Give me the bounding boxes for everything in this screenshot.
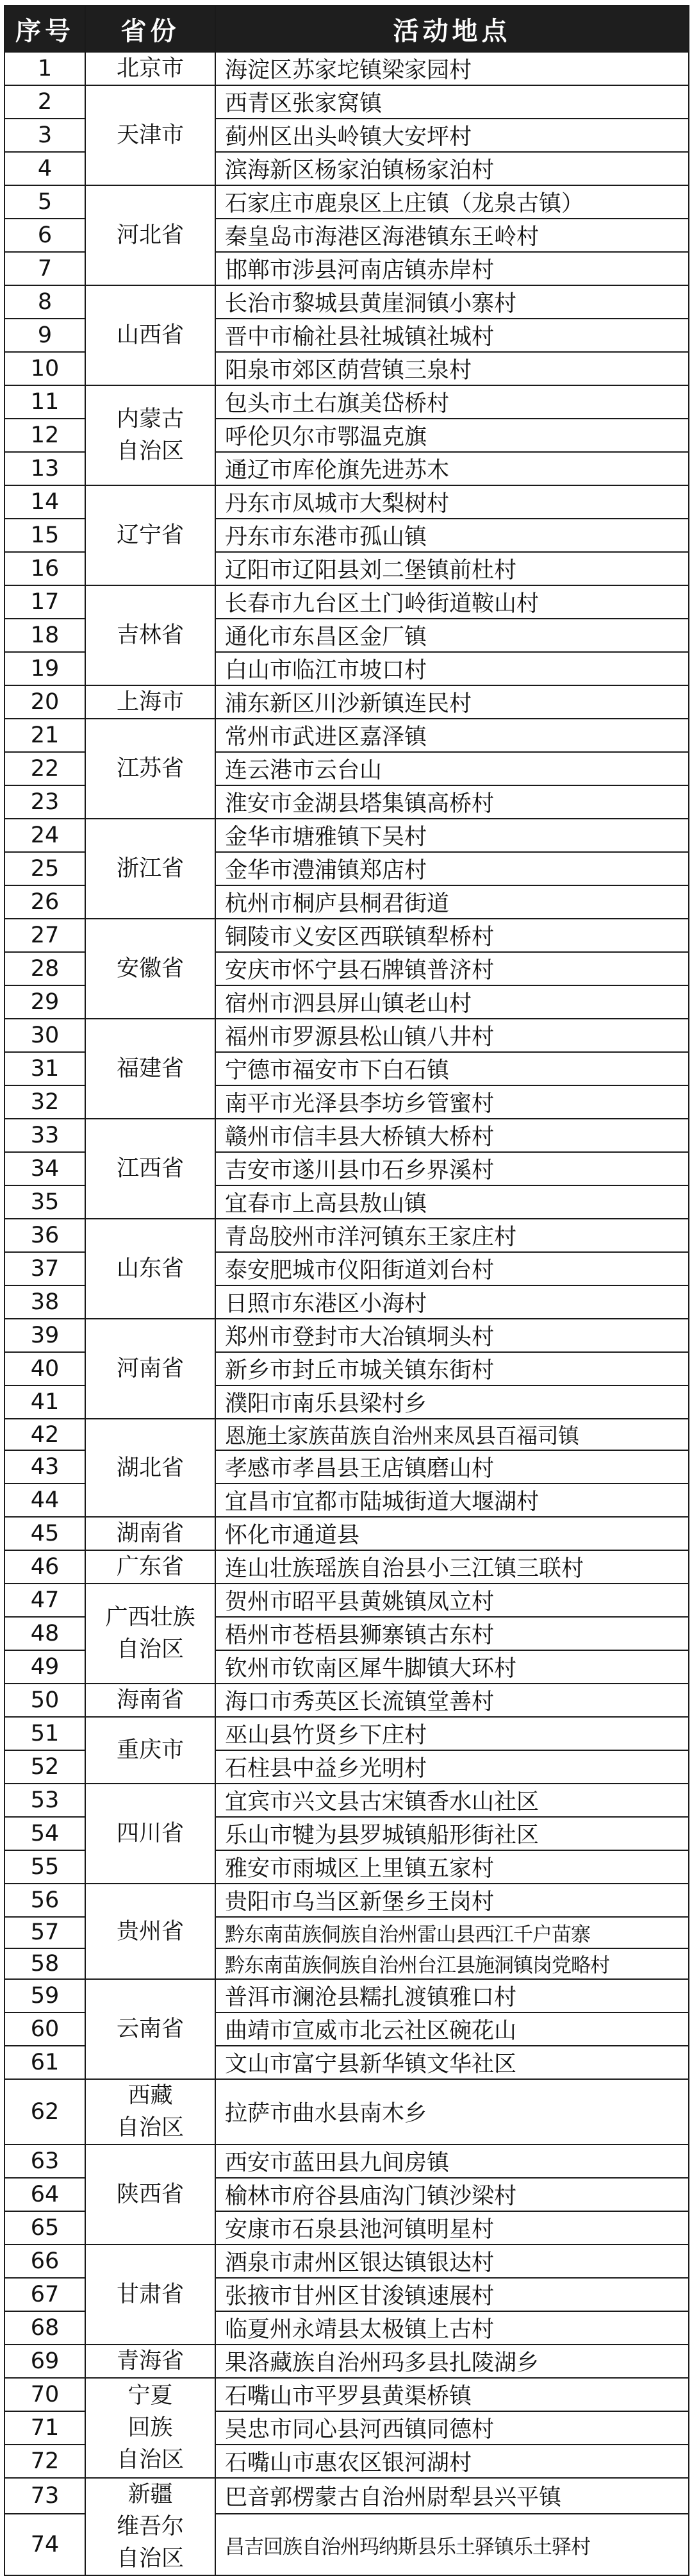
- row-number: 18: [4, 619, 85, 652]
- table-body: [4, 52, 689, 2575]
- row-number: 58: [4, 1948, 85, 1980]
- place-cell: 青岛胶州市洋河镇东王家庄村: [215, 1219, 689, 1252]
- place-cell: 张掖市甘州区甘浚镇速展村: [215, 2278, 689, 2311]
- row-number: 69: [4, 2345, 85, 2378]
- row-number: 74: [4, 2514, 85, 2575]
- row-number: 13: [4, 452, 85, 485]
- place-cell: 辽阳市辽阳县刘二堡镇前杜村: [215, 552, 689, 585]
- table-row: [4, 919, 689, 952]
- province-cell: 甘肃省: [85, 2245, 215, 2345]
- row-number: 70: [4, 2378, 85, 2411]
- place-cell: 曲靖市宣威市北云社区碗花山: [215, 2012, 689, 2046]
- province-cell: 山东省: [85, 1219, 215, 1319]
- row-number: 22: [4, 752, 85, 785]
- row-number: 55: [4, 1850, 85, 1884]
- row-number: 15: [4, 519, 85, 552]
- row-number: 48: [4, 1617, 85, 1650]
- row-number: 39: [4, 1319, 85, 1352]
- place-cell: 黔东南苗族侗族自治州雷山县西江千户苗寨: [215, 1917, 689, 1948]
- province-line: 自治区: [116, 1637, 184, 1662]
- place-cell: 梧州市苍梧县狮寨镇古东村: [215, 1617, 689, 1650]
- row-number: 29: [4, 985, 85, 1019]
- table-row: [4, 1219, 689, 1252]
- province-cell: 陕西省: [85, 2145, 215, 2245]
- table-row: [4, 285, 689, 319]
- province-line: 维吾尔: [116, 2514, 184, 2540]
- place-cell: 白山市临江市坡口村: [215, 652, 689, 685]
- place-cell: 淮安市金湖县塔集镇高桥村: [215, 785, 689, 819]
- row-number: 27: [4, 919, 85, 952]
- row-number: 7: [4, 252, 85, 285]
- row-number: 26: [4, 885, 85, 919]
- table-row: [4, 52, 689, 85]
- row-number: 45: [4, 1517, 85, 1550]
- place-cell: 长治市黎城县黄崖洞镇小寨村: [215, 285, 689, 319]
- table-row: [4, 1717, 689, 1750]
- province-cell: [85, 1584, 215, 1684]
- province-cell: [85, 385, 215, 485]
- row-number: 61: [4, 2046, 85, 2079]
- province-line: 自治区: [116, 2447, 184, 2473]
- place-cell: 丹东市凤城市大梨树村: [215, 485, 689, 519]
- table-row: [4, 485, 689, 519]
- province-cell: 海南省: [85, 1684, 215, 1717]
- table-row: [4, 1979, 689, 2012]
- place-cell: 黔东南苗族侗族自治州台江县施洞镇岗党略村: [215, 1948, 689, 1980]
- province-cell: 吉林省: [85, 585, 215, 685]
- place-cell: 酒泉市肃州区银达镇银达村: [215, 2245, 689, 2278]
- province-line: 内蒙古: [116, 406, 184, 432]
- province-cell: 河北省: [85, 185, 215, 285]
- place-cell: 铜陵市义安区西联镇犁桥村: [215, 919, 689, 952]
- place-cell: 长春市九台区土门岭街道鞍山村: [215, 585, 689, 619]
- place-cell: 普洱市澜沧县糯扎渡镇雅口村: [215, 1979, 689, 2012]
- table-row: [4, 2245, 689, 2278]
- province-cell: 贵州省: [85, 1884, 215, 1979]
- row-number: 38: [4, 1285, 85, 1319]
- province-cell: 江西省: [85, 1119, 215, 1219]
- place-cell: 石嘴山市惠农区银河湖村: [215, 2445, 689, 2478]
- place-cell: 南平市光泽县李坊乡管蜜村: [215, 1085, 689, 1119]
- place-cell: 包头市土右旗美岱桥村: [215, 385, 689, 419]
- row-number: 59: [4, 1979, 85, 2012]
- row-number: 60: [4, 2012, 85, 2046]
- place-cell: 西青区张家窝镇: [215, 85, 689, 119]
- table-header-row: [4, 6, 689, 52]
- place-cell: 浦东新区川沙新镇连民村: [215, 685, 689, 719]
- header-place: 活动地点: [215, 6, 689, 52]
- row-number: 2: [4, 85, 85, 119]
- place-cell: 昌吉回族自治州玛纳斯县乐土驿镇乐土驿村: [215, 2514, 689, 2575]
- row-number: 43: [4, 1450, 85, 1484]
- province-cell: 福建省: [85, 1019, 215, 1119]
- row-number: 9: [4, 319, 85, 352]
- header-province: 省份: [85, 6, 215, 52]
- place-cell: 榆林市府谷县庙沟门镇沙梁村: [215, 2178, 689, 2211]
- row-number: 47: [4, 1584, 85, 1617]
- table-row: [4, 1019, 689, 1052]
- province-cell: 安徽省: [85, 919, 215, 1019]
- place-cell: 金华市塘雅镇下吴村: [215, 819, 689, 852]
- row-number: 73: [4, 2478, 85, 2514]
- place-cell: 石嘴山市平罗县黄渠桥镇: [215, 2378, 689, 2411]
- table-row: [4, 1550, 689, 1584]
- row-number: 23: [4, 785, 85, 819]
- table-row: [4, 685, 689, 719]
- row-number: 11: [4, 385, 85, 419]
- row-number: 3: [4, 119, 85, 152]
- row-number: 72: [4, 2445, 85, 2478]
- place-cell: 蓟州区出头岭镇大安坪村: [215, 119, 689, 152]
- place-cell: 日照市东港区小海村: [215, 1285, 689, 1319]
- place-cell: 吴忠市同心县河西镇同德村: [215, 2411, 689, 2445]
- place-cell: 滨海新区杨家泊镇杨家泊村: [215, 152, 689, 185]
- row-number: 56: [4, 1884, 85, 1917]
- province-line: 宁夏: [128, 2383, 173, 2409]
- row-number: 42: [4, 1419, 85, 1450]
- row-number: 64: [4, 2178, 85, 2211]
- province-cell: 上海市: [85, 685, 215, 719]
- table-row: [4, 2079, 689, 2145]
- table-row: [4, 1884, 689, 1917]
- place-cell: 安康市石泉县池河镇明星村: [215, 2211, 689, 2245]
- place-cell: 钦州市钦南区犀牛脚镇大环村: [215, 1650, 689, 1684]
- place-cell: 果洛藏族自治州玛多县扎陵湖乡: [215, 2345, 689, 2378]
- place-cell: 海淀区苏家坨镇梁家园村: [215, 52, 689, 85]
- place-cell: 巴音郭楞蒙古自治州尉犁县兴平镇: [215, 2478, 689, 2514]
- province-cell: 天津市: [85, 85, 215, 185]
- row-number: 14: [4, 485, 85, 519]
- province-cell: 四川省: [85, 1784, 215, 1884]
- province-cell: 北京市: [85, 52, 215, 85]
- place-cell: 呼伦贝尔市鄂温克旗: [215, 419, 689, 452]
- row-number: 32: [4, 1085, 85, 1119]
- province-cell: 广东省: [85, 1550, 215, 1584]
- activity-locations-table: [4, 5, 689, 2576]
- table-row: [4, 85, 689, 119]
- table-row: [4, 719, 689, 752]
- place-cell: 连云港市云台山: [215, 752, 689, 785]
- province-line: 广西壮族: [105, 1605, 195, 1630]
- province-cell: 河南省: [85, 1319, 215, 1419]
- row-number: 1: [4, 52, 85, 85]
- place-cell: 连山壮族瑶族自治县小三江镇三联村: [215, 1550, 689, 1584]
- table-row: [4, 1419, 689, 1450]
- row-number: 12: [4, 419, 85, 452]
- province-cell: 青海省: [85, 2345, 215, 2378]
- place-cell: 晋中市榆社县社城镇社城村: [215, 319, 689, 352]
- province-cell: 湖北省: [85, 1419, 215, 1517]
- row-number: 16: [4, 552, 85, 585]
- place-cell: 秦皇岛市海港区海港镇东王岭村: [215, 219, 689, 252]
- place-cell: 雅安市雨城区上里镇五家村: [215, 1850, 689, 1884]
- place-cell: 贵阳市乌当区新堡乡王岗村: [215, 1884, 689, 1917]
- province-cell: 浙江省: [85, 819, 215, 919]
- table-row: [4, 2478, 689, 2514]
- row-number: 21: [4, 719, 85, 752]
- place-cell: 石家庄市鹿泉区上庄镇（龙泉古镇）: [215, 185, 689, 219]
- table-row: [4, 1784, 689, 1817]
- place-cell: 通辽市库伦旗先进苏木: [215, 452, 689, 485]
- row-number: 50: [4, 1684, 85, 1717]
- place-cell: 赣州市信丰县大桥镇大桥村: [215, 1119, 689, 1152]
- row-number: 37: [4, 1252, 85, 1285]
- province-cell: 辽宁省: [85, 485, 215, 585]
- place-cell: 恩施土家族苗族自治州来凤县百福司镇: [215, 1419, 689, 1450]
- province-cell: [85, 2079, 215, 2145]
- place-cell: 贺州市昭平县黄姚镇凤立村: [215, 1584, 689, 1617]
- row-number: 31: [4, 1052, 85, 1085]
- row-number: 67: [4, 2278, 85, 2311]
- row-number: 68: [4, 2311, 85, 2345]
- place-cell: 泰安肥城市仪阳街道刘台村: [215, 1252, 689, 1285]
- row-number: 5: [4, 185, 85, 219]
- place-cell: 海口市秀英区长流镇堂善村: [215, 1684, 689, 1717]
- row-number: 57: [4, 1917, 85, 1948]
- place-cell: 乐山市犍为县罗城镇船形街社区: [215, 1817, 689, 1850]
- row-number: 28: [4, 952, 85, 985]
- row-number: 66: [4, 2245, 85, 2278]
- place-cell: 阳泉市郊区荫营镇三泉村: [215, 352, 689, 385]
- place-cell: 宁德市福安市下白石镇: [215, 1052, 689, 1085]
- province-cell: [85, 2478, 215, 2575]
- province-line: 自治区: [116, 2546, 184, 2572]
- table-row: [4, 185, 689, 219]
- row-number: 30: [4, 1019, 85, 1052]
- place-cell: 邯郸市涉县河南店镇赤岸村: [215, 252, 689, 285]
- place-cell: 孝感市孝昌县王店镇磨山村: [215, 1450, 689, 1484]
- table-row: [4, 2345, 689, 2378]
- place-cell: 石柱县中益乡光明村: [215, 1750, 689, 1784]
- place-cell: 巫山县竹贤乡下庄村: [215, 1717, 689, 1750]
- place-cell: 宜昌市宜都市陆城街道大堰湖村: [215, 1484, 689, 1517]
- row-number: 34: [4, 1152, 85, 1185]
- row-number: 46: [4, 1550, 85, 1584]
- place-cell: 临夏州永靖县太极镇上古村: [215, 2311, 689, 2345]
- table-row: [4, 1119, 689, 1152]
- province-line: 新疆: [128, 2482, 173, 2508]
- province-cell: 湖南省: [85, 1517, 215, 1550]
- table-row: [4, 1684, 689, 1717]
- place-cell: 拉萨市曲水县南木乡: [215, 2079, 689, 2145]
- row-number: 44: [4, 1484, 85, 1517]
- row-number: 4: [4, 152, 85, 185]
- province-cell: [85, 2378, 215, 2478]
- row-number: 71: [4, 2411, 85, 2445]
- row-number: 20: [4, 685, 85, 719]
- table-row: [4, 585, 689, 619]
- row-number: 8: [4, 285, 85, 319]
- table-row: [4, 1319, 689, 1352]
- table-row: [4, 1584, 689, 1617]
- header-num: 序号: [4, 6, 85, 52]
- province-line: 回族: [128, 2415, 173, 2441]
- province-cell: 重庆市: [85, 1717, 215, 1784]
- place-cell: 宜春市上高县敖山镇: [215, 1185, 689, 1219]
- table-row: [4, 385, 689, 419]
- row-number: 62: [4, 2079, 85, 2145]
- place-cell: 通化市东昌区金厂镇: [215, 619, 689, 652]
- province-cell: 江苏省: [85, 719, 215, 819]
- row-number: 19: [4, 652, 85, 685]
- place-cell: 常州市武进区嘉泽镇: [215, 719, 689, 752]
- table-row: [4, 819, 689, 852]
- place-cell: 西安市蓝田县九间房镇: [215, 2145, 689, 2178]
- row-number: 53: [4, 1784, 85, 1817]
- row-number: 52: [4, 1750, 85, 1784]
- place-cell: 郑州市登封市大冶镇垌头村: [215, 1319, 689, 1352]
- row-number: 41: [4, 1385, 85, 1419]
- place-cell: 宜宾市兴文县古宋镇香水山社区: [215, 1784, 689, 1817]
- table-row: [4, 1517, 689, 1550]
- row-number: 10: [4, 352, 85, 385]
- place-cell: 吉安市遂川县巾石乡界溪村: [215, 1152, 689, 1185]
- place-cell: 杭州市桐庐县桐君街道: [215, 885, 689, 919]
- place-cell: 福州市罗源县松山镇八井村: [215, 1019, 689, 1052]
- place-cell: 金华市澧浦镇郑店村: [215, 852, 689, 885]
- table-row: [4, 2378, 689, 2411]
- place-cell: 文山市富宁县新华镇文华社区: [215, 2046, 689, 2079]
- province-cell: 山西省: [85, 285, 215, 385]
- table-row: [4, 2145, 689, 2178]
- row-number: 33: [4, 1119, 85, 1152]
- row-number: 65: [4, 2211, 85, 2245]
- province-line: 自治区: [116, 2115, 184, 2141]
- row-number: 51: [4, 1717, 85, 1750]
- row-number: 49: [4, 1650, 85, 1684]
- row-number: 35: [4, 1185, 85, 1219]
- row-number: 6: [4, 219, 85, 252]
- row-number: 54: [4, 1817, 85, 1850]
- province-line: 西藏: [128, 2083, 173, 2109]
- place-cell: 宿州市泗县屏山镇老山村: [215, 985, 689, 1019]
- place-cell: 丹东市东港市孤山镇: [215, 519, 689, 552]
- row-number: 63: [4, 2145, 85, 2178]
- row-number: 25: [4, 852, 85, 885]
- row-number: 17: [4, 585, 85, 619]
- province-cell: 云南省: [85, 1979, 215, 2079]
- row-number: 40: [4, 1352, 85, 1385]
- place-cell: 怀化市通道县: [215, 1517, 689, 1550]
- province-line: 自治区: [116, 439, 184, 464]
- place-cell: 濮阳市南乐县梁村乡: [215, 1385, 689, 1419]
- place-cell: 安庆市怀宁县石牌镇普济村: [215, 952, 689, 985]
- row-number: 24: [4, 819, 85, 852]
- place-cell: 新乡市封丘市城关镇东街村: [215, 1352, 689, 1385]
- row-number: 36: [4, 1219, 85, 1252]
